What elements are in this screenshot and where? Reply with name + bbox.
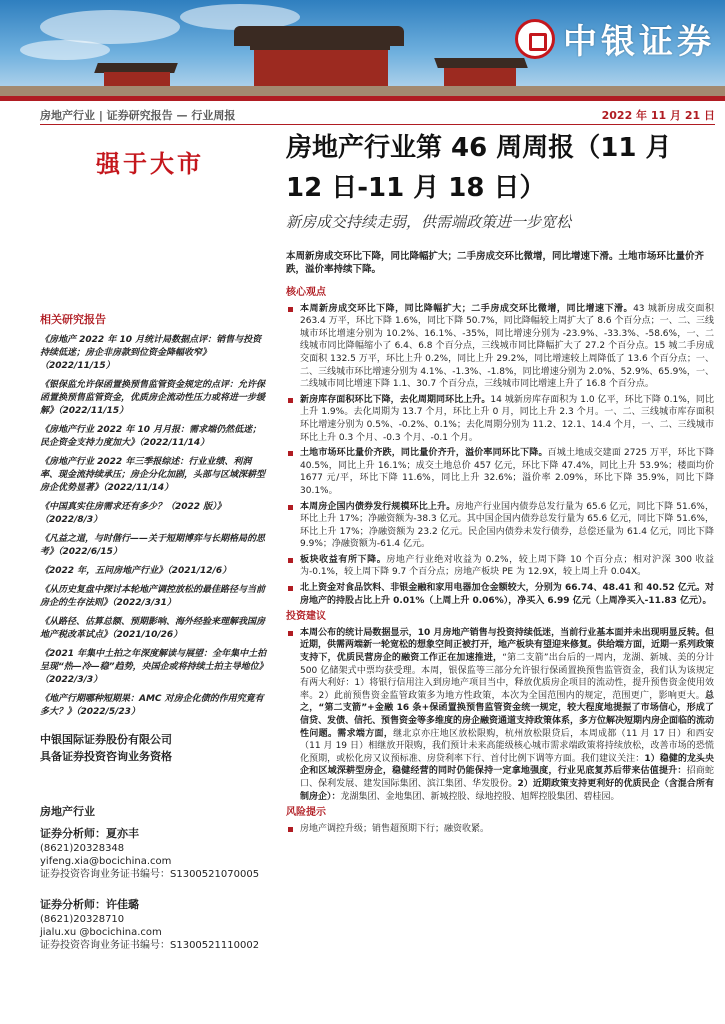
- core-point-lead: 土地市场环比量价齐跌，同比量价齐升，溢价率同环比下降。: [300, 448, 548, 459]
- company-qualification: 具备证券投资咨询业务资格: [40, 750, 172, 763]
- analyst-2: [40, 897, 268, 952]
- header-red-bar: [0, 96, 725, 101]
- core-point-lead: 本周房企国内债券发行规模环比上升。: [300, 501, 456, 512]
- invest-text: 2）近期政策支持更利好的优质民企（含混合所有制房企）：: [300, 778, 714, 802]
- boc-logo: [515, 14, 715, 63]
- rating: 强于大市: [96, 150, 204, 178]
- core-point: [286, 303, 714, 391]
- analyst-email[interactable]: jialu.xu @bocichina.com: [40, 927, 162, 938]
- invest-text: 龙湖集团、金地集团、新城控股、绿地控股、旭辉控股集团、碧桂园。: [340, 791, 620, 802]
- company-name: 中银国际证券股份有限公司: [40, 733, 172, 746]
- related-report-item: 《地产行期哪种短期果：AMC 对房企化债的作用究竟有多大？》（2022/5/23）: [40, 694, 264, 717]
- invest-text: 1）稳健的龙头央企和区域深耕型房企，稳健经营的同时仍能保持一定拿地强度，行业见底复苏后带来估值提升：: [300, 753, 714, 777]
- palace-roof-main: [234, 26, 404, 46]
- invest-text: 继北京亦庄地区放松限购，杭州放松限贷后，本周成都（11 月 17 日）和西安（11 月 19 日）相继放开限购，我们预计未来高能级核心城市需求端政策将持续放松，改善市场的恐慌化预期，或松化房又议预标准、房贷利率下行、首付比例下调等方面。我们建议关注：: [300, 728, 714, 764]
- report-category: 房地产行业 | 证券研究报告 — 行业周报: [40, 109, 236, 122]
- core-point-body: 百城土地成交建面 2725 万平，环比下降 40.5%，同比上升 16.1%；成交土地总价 457 亿元，环比下降 47.4%，同比上升 53.9%；楼面均价 1677 元/平，环比下降 11.6%，同比上升 32.6%；溢价率 2.09%，环比下降 35.9%，同比下降 30.1%。: [300, 448, 714, 496]
- report-title: 房地产行业第 46 周周报（11 月 12 日-11 月 18 日）: [286, 133, 672, 203]
- invest-paragraph: [286, 627, 714, 803]
- core-point-body: 房地产行业绝对收益为 0.2%，较上周下降 10 个百分点；相对沪深 300 收益为-0.1%，较上周下降 9.7 个百分点；房地产板块 PE 为 12.9X，较上周上升 0.04X。: [300, 554, 714, 578]
- related-report-item: 《从路径、估算总额、预期影响、海外经验来理解我国房地产税改革试点》（2021/10/26）: [40, 617, 266, 640]
- header-rule: [40, 124, 715, 125]
- analyst-cert: 证券投资咨询业务证书编号：S1300521070005: [40, 869, 260, 880]
- report-date: 2022 年 11 月 21 日: [601, 109, 715, 122]
- core-point: [286, 501, 714, 551]
- related-report-item: 《房地产行业 2022 年三季报综述：行业业绩、利润率、现金流持续承压；房企分化加剧，头部与区域深耕型房企优势显著》（2022/11/14）: [40, 457, 266, 493]
- risk-title: 风险提示: [286, 807, 326, 819]
- palace-roof-right: [434, 58, 528, 68]
- report-subtitle: 新房成交持续走弱，供需端政策进一步宽松: [286, 213, 572, 231]
- risk-list: [286, 823, 714, 836]
- risk-item: 房地产调控升级；销售超预期下行；融资收紧。: [286, 823, 714, 836]
- core-point: [286, 554, 714, 579]
- core-point-body: 43 城新房成交面积 263.4 万平，环比下降 1.6%，同比下降 50.7%，同比降幅较上周扩大了 8.6 个百分点；一、二、三线城市环比增速分别为 10.2%、16.1%、-35%，同比增速分别为 -23.9%、-33.3%、-58.6%，一、二线城市同比降幅缩小了 6.4、6.8 个百分点，三线城市同比降幅扩大了 27.2 个百分点。15 城二手房成交面积 132.5 万平，环比上升 0.2%，同比上升 29.2%，同比增速较上周降低了 13.6 个百分点；一、二、三线城市环比增速分别为 4.1%、-1.3%、-1.8%，同比增速分别为 2.0%、52.9%、65.9%，一、二线城市同比增速下降 1.1、30.7 个百分点，三线城市同比增速上升了 16.8 个百分点。: [300, 303, 714, 390]
- core-points: [286, 303, 714, 608]
- related-report-item: 《2021 年集中土拍之年深度解读与展望：全年集中土拍呈现“热—冷—稳”趋势，央国企或将持续土拍主导地位》（2022/3/3）: [40, 649, 268, 685]
- analyst-cert: 证券投资咨询业务证书编号：S1300521110002: [40, 940, 260, 951]
- core-title: 核心观点: [286, 287, 326, 298]
- related-reports-list: [40, 334, 268, 719]
- core-point-lead: 北上资金对食品饮料、非银金融和家用电器加仓金额较大，分别为 66.74、48.41 和 40.52 亿元。对房地产的持股占比上升 0.01%（上周上升 0.06%），净买入 6.99 亿元（上周净买入-11.83 亿元）。: [300, 583, 714, 606]
- core-point: [286, 582, 714, 607]
- sector-label: 房地产行业: [40, 805, 95, 818]
- analyst-phone: (8621)20328348: [40, 843, 125, 854]
- core-point-body: 房地产行业国内债券总发行量为 65.6 亿元，同比下降 51.6%，环比上升 17%；净融资额为-38.3 亿元。其中国企国内债券总发行量为 65.6 亿元，同比下降 51.6%，环比上升 17%；净融资额为 23.2 亿元。民企国内债券未发行债券，总偿还量为 61.4 亿元，同比下降 9.9%；净融资额为-61.4 亿元。: [300, 501, 714, 550]
- invest-text: 本周公布的统计局数据显示，10 月房地产销售与投资持续低迷，当前行业基本面并未出现明显反转。但近期，供需两端新一轮宽松的想象空间正被打开，地产板块有望迎来修复。供给端方面，近期一系列政策支持下，优质民营房企的融资工作正在加速推进，: [300, 627, 715, 664]
- related-report-item: 《从历史复盘中探讨本轮地产调控放松的最佳路径与当前房企的生存法则》（2022/3/31）: [40, 585, 266, 608]
- brand-name: 中银证券: [563, 22, 715, 62]
- invest-text: “第二支箭”出台后的一周内，龙湖、新城、美的分计 500 亿储架式中票均获受理。本周，银保监等三部分允许银行保函置换预售监管资金，我们认为该规定有两大利好：1）将银行信用注入到房地产项目当中，释放优质房企项目的流动性，提升预售资金使用效率。2）此前预售资金监管政策多为地方性政策，本次为全国范围内的规定，范围更广，影响更大。: [300, 653, 714, 701]
- analyst-phone: (8621)20328710: [40, 914, 125, 925]
- analyst-1: [40, 826, 268, 881]
- sidebar: [40, 313, 268, 952]
- related-report-item: 《凡益之道，与时偕行——关于短期博弈与长期格局的思考》（2022/6/15）: [40, 534, 266, 557]
- related-report-item: 《房地产 2022 年 10 月统计局数据点评：销售与投资持续低迷；房企非房款到位资金降幅收窄》（2022/11/15）: [40, 335, 262, 371]
- core-point: [286, 447, 714, 497]
- core-point-body: 14 城新房库存面积为 1.0 亿平，环比下降 0.1%，同比上升 1.9%。去化周期为 13.7 个月，环比上升 0 月，同比上升 2.3 个月。一、二、三线城市库存面积环比增速分别为 0.5%、-0.2%、0.1%；去化周期分别为 11.2、12.1、14.4 个月，一、二、三线城市环比上升 0.3 个月、-0.3 个月、-0.1 个月。: [300, 394, 714, 443]
- analyst-email[interactable]: yifeng.xia@bocichina.com: [40, 856, 172, 867]
- header-banner: [0, 0, 725, 96]
- invest-text: 总之，“第二支箭”+金融 16 条+保函置换预售监管资金统一规定，较大程度地提振了市场信心，形成了信贷、发债、信托、预售资金等多维度的房企融资通道支持政策体系，多方位解决短期内房企面临的流动性问题。需求端方面，: [300, 690, 715, 739]
- report-header-line: [40, 104, 715, 124]
- boc-emblem-icon: [515, 19, 555, 59]
- main-content: [286, 250, 714, 838]
- core-point-lead: 本周新房成交环比下降，同比降幅扩大；二手房成交环比微增，同比增速下滑。: [300, 303, 634, 314]
- company-info: [40, 731, 268, 765]
- related-reports-title: 相关研究报告: [40, 313, 106, 326]
- summary: 本周新房成交环比下降，同比降幅扩大；二手房成交环比微增，同比增速下滑。土地市场环比量价齐跌，溢价率持续下降。: [286, 251, 705, 275]
- core-point-lead: 板块收益有所下降。: [300, 554, 387, 565]
- related-report-item: 《2022 年，五问房地产行业》（2021/12/6）: [40, 566, 232, 576]
- related-report-item: 《银保监允许保函置换预售监管资金规定的点评：允许保函置换预售监管资金，优质房企流动性压力或将进一步缓解》（2022/11/15）: [40, 380, 266, 416]
- analyst-name: 证券分析师：夏亦丰: [40, 827, 139, 840]
- core-point: [286, 394, 714, 444]
- invest-title: 投资建议: [286, 611, 326, 623]
- related-report-item: 《中国真实住房需求还有多少？（2022 版）》（2022/8/3）: [40, 502, 226, 525]
- analyst-name: 证券分析师：许佳璐: [40, 898, 139, 911]
- invest-text: 招商蛇口、保利发展、建发国际集团、滨江集团、华发股份。: [300, 766, 714, 789]
- core-point-lead: 新房库存面积环比下降，去化周期同环比上升。: [300, 394, 491, 405]
- related-report-item: 《房地产行业 2022 年 10 月月报：需求端仍然低迷；民企资金支持力度加大》（2022/11/14）: [40, 425, 262, 448]
